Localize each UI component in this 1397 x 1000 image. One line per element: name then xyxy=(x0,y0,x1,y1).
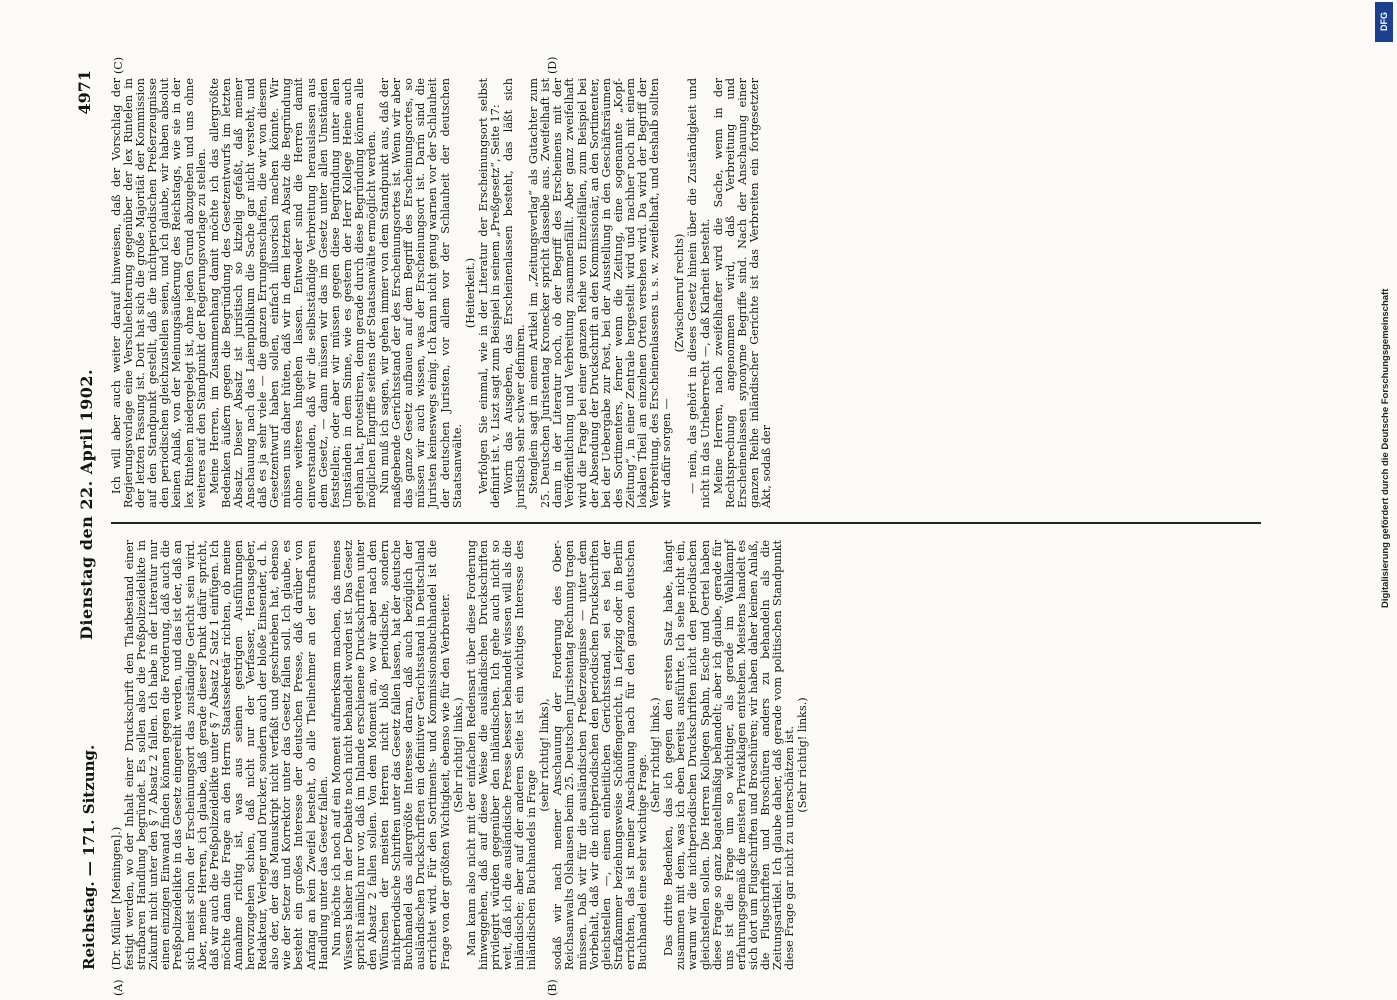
margin-mark-c: (C) xyxy=(112,57,125,74)
right-column-paragraph: (Heiterkeit.) xyxy=(463,257,477,329)
margin-mark-b: (B) xyxy=(546,979,559,996)
right-column-paragraph: Stenglein sagt in einem Artikel im „Zeitungsverlag“ als Gutachter zum 25. Deutschen Juristentag Kronecker spricht dasselbe aus. Zweifelhaft ist dann in der Literatur noch, ob der Begriff des Erscheinens mit der Veröffentlichung und Verbreitung zusammenfällt. Aber ganz zweifelhaft wird die Frage bei einer ganzen Reihe von Einzelfällen, zum Beispiel bei der Absendung der Druckschrift an den Kommissionär, an den Sortimenter, bei der Uebergabe zur Post, bei der Ausstellung in den Geschäftsräumen des Sortimenters, ferner wenn die Zeitung, eine sogenannte „Kopf-Zeitung“, in einer Zentrale hergestellt wird und nachher noch mit einem lokalen Theil an einzelnen Orten versehen wird. Da wird der Begriff der Verbreitung, des Erscheinenlassens u. s. w. zweifelhaft, und deshalb sollten wir dafür sorgen — xyxy=(527,78,674,508)
right-column-paragraph: Meine Herren, im Zusammenhang damit möchte ich das allergrößte Bedenken äußern gegen die Begründung des Gesetzentwurfs im letzten Absatz. Dieser Absatz ist juristisch so kitzelig gefaßt, daß meiner Anschauung nach das Laienpublikum die Sache gar nicht versteht, und daß es ja sehr viele — die ganzen Errungenschaften, die wir von diesem Gesetzentwurf haben sollen, einfach illusorisch machen könnte. Wir müssen uns daher hüten, daß wir in dem letzten Absatz die Begründung ohne weiteres hingehen lassen. Entweder sind die Herren damit einverstanden, daß wir die selbstständige Verbreitung herauslassen aus dem Gesetz, — dann müssen wir das im Gesetz unter allen Umständen feststellen; oder aber wir müssen gegen diese Begründung unter allen Umständen in dem Sinne, wie es gestern der Herr Kollege Heine auch gethan hat, protestiren, denn gerade durch diese Begründung können alle möglichen Eingriffe seitens der Staatsanwälte ermöglicht werden. xyxy=(207,78,378,508)
left-column-paragraph: Man kann also nicht mit der einfachen Redensart über diese Forderung hinweggehen, daß auf diese Weise die ausländischen Druckschriften privilegirt würden gegenüber den inländischen. Ich gehe auch nicht so weit, daß ich die ausländische Presse besser behandelt wissen will als die inländische; aber auf der anderen Seite ist ein wichtiges Interesse des inländischen Buchhandels in Frage xyxy=(464,540,539,970)
digitization-credit: Digitalisierung gefördert durch die Deutsche Forschungsgemeinschaft xyxy=(1380,288,1391,608)
column-divider xyxy=(111,522,1261,524)
rotated-page-content xyxy=(75,56,1307,996)
right-column-paragraph: Nun muß ich sagen, wir gehen immer von dem Standpunkt aus, daß der maßgebende Gerichtsstand der des Erscheinungsortes ist. Wenn wir aber das ganze Gesetz aufbauen auf dem Begriff des Erscheinungsortes, so müssen wir auch wissen, was der Erscheinungsort ist. Darin sind die Juristen keineswegs einig. Ich kann nicht genug warnen vor der Schlauheit der deutschen Juristen, vor allem vor der Schlauheit der deutschen Staatsanwälte. xyxy=(378,78,464,508)
right-column-paragraph: — nein, das gehört in dieses Gesetz hinein über die Zuständigkeit und nicht in das Urheberrecht —, daß Klarheit besteht. xyxy=(686,78,712,508)
left-column xyxy=(111,540,810,970)
header-date: Dienstag den 22. April 1902. xyxy=(77,368,96,640)
left-column-paragraph: (Sehr richtig! links.) xyxy=(796,697,810,813)
left-column-paragraph: (sehr richtig! links), xyxy=(538,698,552,812)
left-column-paragraph: Das dritte Bedenken, das ich gegen den ersten Satz habe, hängt zusammen mit dem, was ich eben bereits ausführte. Ich sehe nicht ein, warum wir die nichtperiodischen Druckschriften nicht den periodischen gleichstellen sollen. Die Herren Kollegen Spahn, Esche und Oertel haben diese Frage so ganz bagatellmäßig behandelt; aber ich glaube, gerade für uns ist die Frage um so wichtiger, als gerade im Wahlkampf erfahrungsgemäß die meisten Privatklagen entstehen. Meistens handelt es sich dort um Flugschriften und Broschüren; wir haben daher keinen Anlaß, die Flugschriften und Broschüren anders zu behandeln als die Zeitungsartikel. Ich glaube daher, daß gerade vom politischen Standpunkt diese Frage gar nicht zu unterschätzen ist. xyxy=(662,540,797,970)
right-column xyxy=(111,78,774,508)
right-column-paragraph: (Zwischenruf rechts) xyxy=(673,233,687,353)
right-column-paragraph: Meine Herren, nach zweifelhafter wird die Sache, wenn in der Rechtsprechung angenommen wird, daß Verbreitung und Erscheinenlassen synonyme Begriffe sind. Nach der Anschauung einer ganzen Reihe inländischer Gerichte ist das Verbreiten ein fortgesetzter Akt, sodaß der xyxy=(711,78,773,508)
left-column-paragraph: sodaß wir nach meiner Anschauung der Forderung des Ober-Reichsanwalts Olshausen beim 25. Deutschen Juristentag Rechnung tragen müssen. Daß wir für die ausländischen Preßerzeugnisse — unter dem Vorbehalt, daß wir die nichtperiodischen den periodischen Druckschriften gleichstellen —, einen einheitlichen Gerichtsstand, sei es bei der Strafkammer beziehungsweise Schöffengericht, in Leipzig oder in Berlin errichten, das ist meiner Anschauung nach für den ganzen deutschen Buchhandel eine sehr wichtige Frage. xyxy=(551,540,650,970)
page-header xyxy=(77,70,105,970)
margin-mark-a: (A) xyxy=(112,979,125,996)
right-column-paragraph: Ich will aber auch weiter darauf hinweisen, daß der Vorschlag der Regierungsvorlage eine Verschlechterung gegenüber der lex Rintelen in der letzten Fassung ist. Dort hat sich die große Majorität der Kommission auf den Standpunkt gestellt, daß die nichtperiodischen Preßerzeugnisse den periodischen gleichzustellen seien, und ich glaube, wir haben absolut keinen Anlaß, von der Meinungsäußerung des Reichstags, wie sie in der lex Rintelen niedergelegt ist, ohne jeden Grund abzugehen und uns ohne weiteres auf den Standpunkt der Regierungsvorlage zu stellen. xyxy=(110,78,208,508)
left-column-paragraph: (Sehr richtig! links.) xyxy=(451,697,465,813)
left-column-paragraph: Nun möchte ich noch auf ein Moment aufmerksam machen, das meines Wissens bisher in der Debatte noch nicht behandelt worden ist. Das Gesetz spricht nämlich nur vor, daß im Inlande erschienene Druckschriften unter den Absatz 2 fallen sollen. Von dem Moment an, wo wir aber nach den Wünschen der meisten Herren nicht bloß periodische, sondern nichtperiodische Schriften unter das Gesetz fallen lassen, hat der deutsche Buchhandel das allergrößte Interesse daran, daß auch bezüglich der ausländischen Druckschriften ein definitiver Gerichtsstand in Deutschland errichtet wird. Für den Sortiments- und Kommissionsbuchhandel ist die Frage von der größten Wichtigkeit, ebenso wie für den Verbreiter. xyxy=(329,540,452,970)
right-column-paragraph: Verfolgen Sie einmal, wie in der Literatur der Erscheinungsort selbst definirt ist. v. Liszt sagt zum Beispiel in seinem „Preßgesetz“, Seite 17: xyxy=(476,78,502,508)
page-number: 4971 xyxy=(75,70,94,115)
margin-mark-d: (D) xyxy=(546,56,559,74)
right-column-paragraph: Worin das Ausgeben, das Erscheinenlassen besteht, das läßt sich juristisch sehr schwer definiren. xyxy=(502,78,528,508)
header-left: Reichstag. — 171. Sitzung. xyxy=(80,744,98,970)
dfg-logo: DFG xyxy=(1375,2,1393,42)
left-column-paragraph: (Sehr richtig! links.) xyxy=(649,697,663,813)
left-column-paragraph: festigt werden, wo der Inhalt einer Druckschrift den Thatbestand einer strafbaren Handlung begründet. Es sollen also die Preßpolizeidelikte in Zukunft nicht unter den § 7 Absatz 2 fallen. Ich habe in der Literatur nur einen einzigen Einwand finden können gegen die Forderung, daß auch die Preßpolizeidelikte in das Gesetz eingereiht werden, und das ist der, daß an sich meist schon der Erscheinungsort das zuständige Gericht sein wird. Aber, meine Herren, ich glaube, daß gerade dieser Punkt dafür spricht, daß wir auch die Preßpolizeidelikte unter § 7 Absatz 2 Satz 1 einfügen. Ich möchte dann die Frage an den Herrn Staatssekretär richten, ob meine Annahme richtig ist, was aus seinen gestrigen Ausführungen hervorzugehen schien, daß nicht nur der Verfasser, Herausgeber, Redakteur, Verleger und Drucker, sondern auch der bloße Einsender, d. h. also der, der das Manuskript nicht verfaßt und geschrieben hat, ebenso wie der Setzer und Korrektor unter das Gesetz fallen soll. Ich glaube, es besteht ein großes Interesse der deutschen Presse, daß darüber von Anfang an kein Zweifel besteht, ob alle Theilnehmer an der strafbaren Handlung unter das Gesetz fallen. xyxy=(123,540,330,970)
left-column-paragraph: (Dr. Müller [Meiningen].) xyxy=(110,826,123,970)
